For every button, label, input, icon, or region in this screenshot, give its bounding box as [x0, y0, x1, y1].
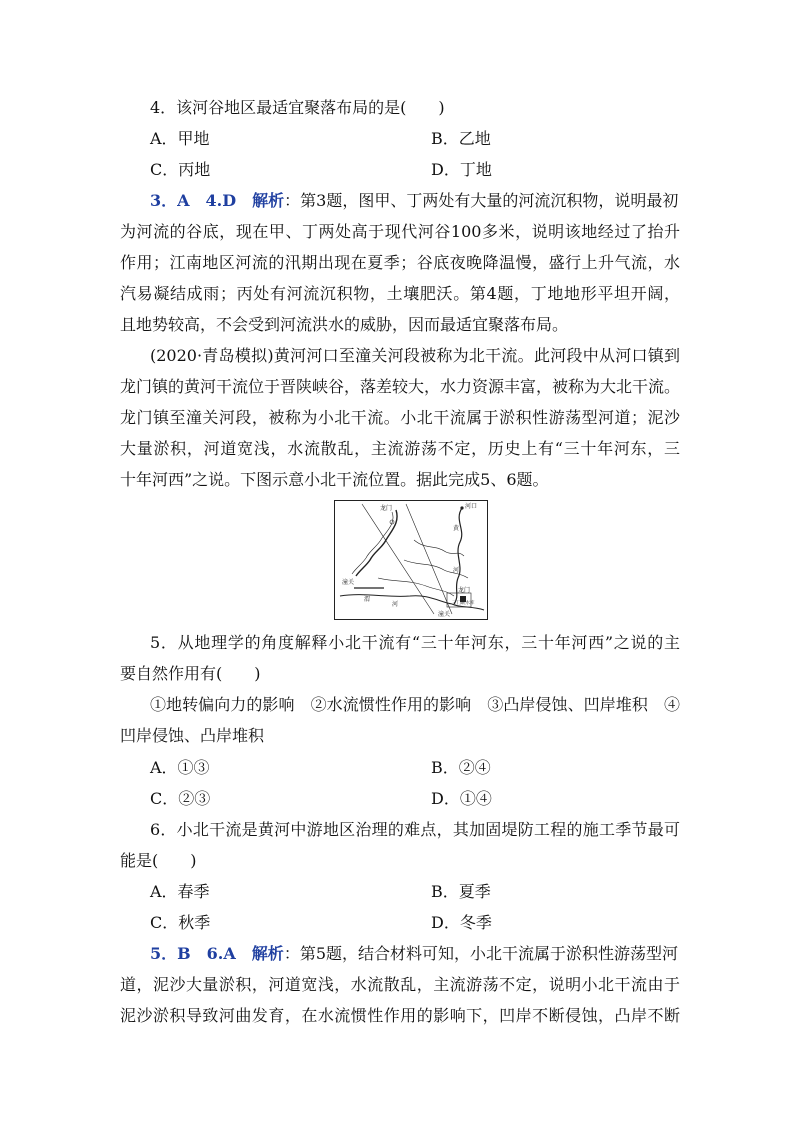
answer-56-label: 5．B 6.A: [150, 944, 236, 963]
map-label-huang: 黄: [453, 525, 460, 532]
map-svg: [334, 500, 488, 620]
material-line-3: 龙门镇至潼关河段，被称为小北干流。小北干流属于淤积性游荡型河道；泥沙: [120, 408, 680, 427]
q5-option-a: A．①③: [150, 758, 210, 777]
answer-56-line-3: 泥沙淤积导致河曲发育，在水流惯性作用的影响下，凹岸不断侵蚀，凸岸不断: [120, 1006, 680, 1025]
q5-option-d: D．①④: [431, 789, 492, 808]
answer-56-line-1: [150, 944, 710, 964]
q6-stem-line-2: 能是( ): [120, 851, 197, 870]
map-label-he: 河: [453, 567, 460, 574]
material-line-5: 十年河西”之说。下图示意小北干流位置。据此完成5、6题。: [120, 470, 549, 489]
answer-34-text: ：第3题，图甲、丁两处有大量的河流沉积物，说明最初: [284, 191, 679, 210]
q5-option-c: C．②③: [150, 789, 211, 808]
q4-option-a: A．甲地: [150, 129, 210, 148]
q4-option-d: D．丁地: [431, 160, 492, 179]
map-label-hekou: 河口: [465, 503, 478, 510]
answer-34-line-4: 汽易凝结成雨；丙处有河流沉积物，土壤肥沃。第4题，丁地地形平坦开阔，: [120, 284, 680, 303]
q4-stem: 4．该河谷地区最适宜聚落布局的是( ): [150, 98, 445, 117]
answer-34-label: 3．A 4.D: [150, 191, 237, 210]
map-label-he2: 河: [392, 601, 399, 608]
material-line-4: 大量淤积，河道宽浅，水流散乱，主流游荡不定，历史上有“三十年河东，三: [120, 439, 680, 458]
q6-option-c: C．秋季: [150, 913, 211, 932]
q5-items-line-2: 凹岸侵蚀、凸岸堆积: [120, 726, 265, 745]
answer-34-line-2: 为河流的谷底，现在甲、丁两处高于现代河谷100多米，说明该地经过了抬升: [120, 222, 680, 241]
map-label-wei: 渭: [364, 596, 371, 603]
q5-stem-line-2: 要自然作用有( ): [120, 664, 261, 683]
map-label-tongguan: 潼关: [438, 611, 451, 618]
q4-option-b: B．乙地: [431, 129, 491, 148]
q6-option-a: A．春季: [150, 882, 210, 901]
q6-option-b: B．夏季: [431, 882, 491, 901]
map-label-longmen-top: 龙门: [380, 505, 393, 512]
answer-34-line-3: 作用；江南地区河流的汛期出现在夏季；谷底夜晚降温慢，盛行上升气流，水: [120, 253, 680, 272]
answer-56-line-2: 道，泥沙大量淤积，河道宽浅，水流散乱，主流游荡不定，说明小北干流由于: [120, 975, 680, 994]
answer-34-line-5: 且地势较高，不会受到河流洪水的威胁，因而最适宜聚落布局。: [120, 315, 569, 334]
q5-option-b: B．②④: [431, 758, 491, 777]
xiaobei-ganliu-map: [334, 500, 488, 620]
jiexi-label: 解析: [252, 191, 285, 210]
q4-option-c: C．丙地: [150, 160, 211, 179]
q6-stem-line-1: 6．小北干流是黄河中游地区治理的难点，其加固堤防工程的施工季节最可: [150, 820, 680, 839]
q5-stem-line-1: 5．从地理学的角度解释小北干流有“三十年河东，三十年河西”之说的主: [150, 633, 680, 652]
map-label-tongguan-left: 潼关: [342, 579, 355, 586]
map-label-sanmenxia: 三门峡水库: [452, 601, 475, 606]
answer-34-line-1: [150, 191, 710, 211]
hekou-marker: [460, 506, 463, 509]
q5-items-line-1: ①地转偏向力的影响 ②水流惯性作用的影响 ③凸岸侵蚀、凹岸堆积 ④: [150, 695, 680, 714]
material-line-2: 龙门镇的黄河干流位于晋陕峡谷，落差较大，水力资源丰富，被称为大北干流。: [120, 377, 681, 396]
q6-option-d: D．冬季: [431, 913, 492, 932]
map-label-longmen: 龙门: [458, 587, 471, 594]
answer-56-text: ：第5题，结合材料可知，小北干流属于淤积性游荡型河: [283, 944, 678, 963]
jiexi-label-2: 解析: [251, 944, 284, 963]
material-line-1: (2020·青岛模拟)黄河河口至潼关河段被称为北干流。此河段中从河口镇到: [150, 346, 680, 365]
